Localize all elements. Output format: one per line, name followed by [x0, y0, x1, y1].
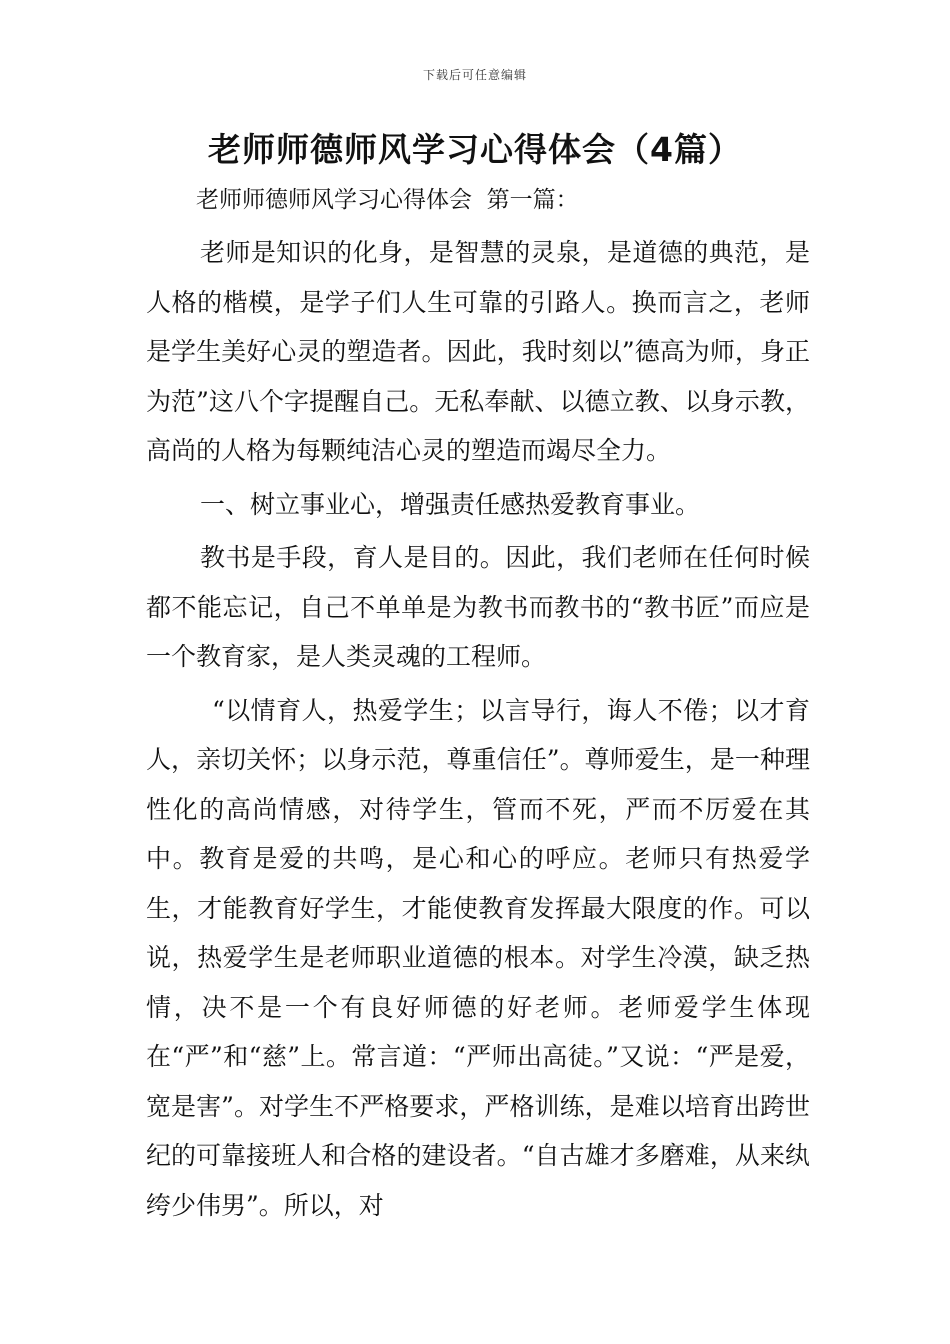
paragraph: “以情育人，热爱学生；以言导行，诲人不倦；以才育人，亲切关怀；以身示范，尊重信任”。尊师爱生，是一种理性化的高尚情感，对待学生，管而不死，严而不厉爱在其中。教育是爱的共鸣，是心和心的呼应。老师只有热爱学生，才能教育好学生，才能使教育发挥最大限度的作。可以说，热爱学生是老师职业道德的根本。对学生冷漠，缺乏热情，决不是一个有良好师德的好老师。老师爱学生体现在“严”和“慈”上。常言道：“严师出高徒。”又说：“严是爱，宽是害”。对学生不严格要求，严格训练，是难以培育出跨世纪的可靠接班人和合格的建设者。“自古雄才多磨难，从来纨绔少伟男”。所以，对 [146, 695, 810, 1220]
paragraph: 教书是手段，育人是目的。因此，我们老师在任何时候都不能忘记，自己不单单是为教书而教书的“教书匠”而应是一个教育家，是人类灵魂的工程师。 [146, 543, 810, 671]
body-text [146, 228, 810, 1234]
paragraph: 老师是知识的化身，是智慧的灵泉，是道德的典范，是人格的楷模，是学子们人生可靠的引路人。换而言之，老师是学生美好心灵的塑造者。因此，我时刻以”德高为师，身正为范”这八个字提醒自己。无私奉献、以德立教、以身示教，高尚的人格为每颗纯洁心灵的塑造而竭尽全力。 [146, 238, 810, 465]
section-subtitle: 老师师德师风学习心得体会 第一篇： [196, 187, 579, 213]
document-title: 老师师德师风学习心得体会（4篇） [208, 130, 742, 169]
section-heading: 一、树立事业心，增强责任感热爱教育事业。 [200, 489, 701, 519]
header-note: 下载后可任意编辑 [422, 68, 527, 82]
